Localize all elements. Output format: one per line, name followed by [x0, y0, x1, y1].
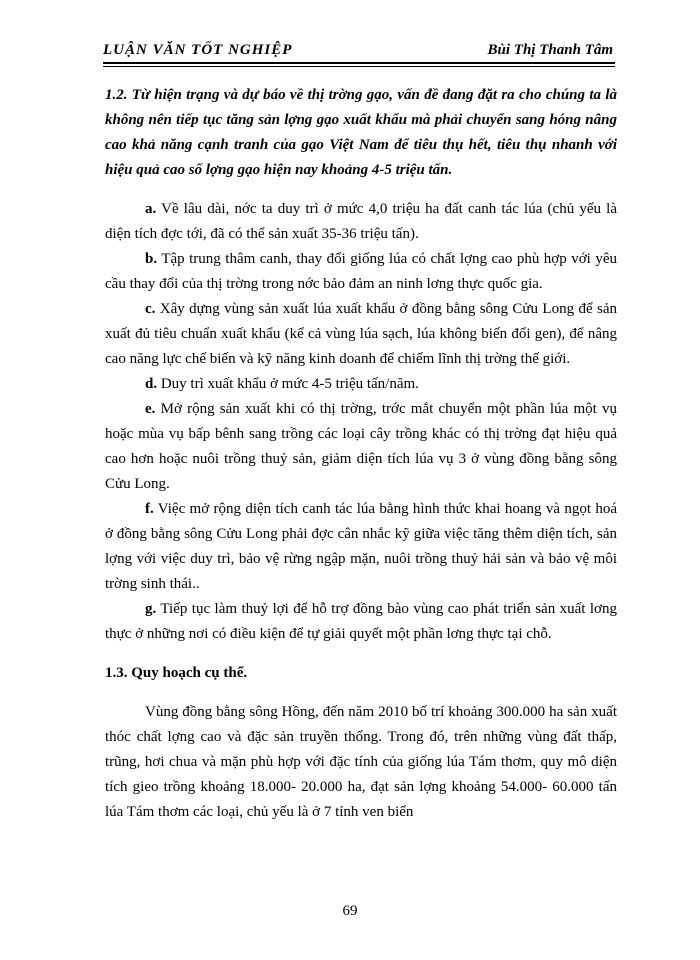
list-marker: d. [145, 376, 158, 392]
body-paragraph: Vùng đồng bằng sông Hồng, đến năm 2010 bố trí khoảng 300.000 ha sản xuất thóc chất lợng cao và đặc sản truyền thống. Trong đó, trên những vùng đất thấp, trũng, hơi chua và mặn phù hợp với đặc tính của giống lúa Tám thơm, quy mô diện tích gieo trồng khoảng 18.000- 20.000 ha, đạt sản lợng khoảng 54.000- 60.000 tấn lúa Tám thơm các loại, chủ yếu là ở 7 tỉnh ven biển [105, 704, 617, 820]
list-item-text: Xây dựng vùng sản xuất lúa xuất khẩu ở đồng bằng sông Cửu Long để sản xuất đủ tiêu chuẩn xuất khẩu (kể cả vùng lúa sạch, lúa không biến đổi gen), để nâng cao năng lực chế biến và kỹ năng kinh doanh để chiếm lĩnh thị trờng thế giới. [105, 301, 617, 367]
list-item-text: Về lâu dài, nớc ta duy trì ở mức 4,0 triệu ha đất canh tác lúa (chủ yếu là diện tích đợc tới, đã có thể sản xuất 35-36 triệu tấn). [105, 201, 617, 242]
header-author: Bùi Thị Thanh Tâm [487, 42, 613, 58]
list-item-e [105, 397, 617, 497]
list-marker: c. [145, 301, 156, 317]
list-item-text: Tập trung thâm canh, thay đổi giống lúa có chất lợng cao phù hợp với yêu cầu thay đổi của thị trờng trong nớc bảo đảm an ninh lơng thực quốc gia. [105, 251, 617, 292]
list-item-b [105, 247, 617, 297]
list-item-text: Duy trì xuất khẩu ở mức 4-5 triệu tấn/năm. [157, 376, 419, 392]
list-item-c [105, 297, 617, 372]
list-item-f [105, 497, 617, 597]
header-divider [103, 62, 615, 64]
header-divider-thin [103, 66, 615, 67]
list-item-a [105, 197, 617, 247]
section-heading: 1.2. Từ hiện trạng và dự báo về thị trờng gạo, vấn đề đang đặt ra cho chúng ta là không nên tiếp tục tăng sản lợng gạo xuất khẩu mà phải chuyển sang hóng nâng cao khả năng cạnh tranh của gạo Việt Nam để tiêu thụ hết, tiêu thụ nhanh với hiệu quả cao số lợng gạo hiện nay khoảng 4-5 triệu tấn. [105, 87, 617, 178]
header-title: LUẬN VĂN TỐT NGHIỆP [103, 42, 293, 58]
page-body [105, 83, 617, 825]
list-marker: a. [145, 201, 157, 217]
list-marker: g. [145, 601, 157, 617]
page-number: 69 [342, 903, 358, 919]
list-marker: b. [145, 251, 158, 267]
list-marker: f. [145, 501, 154, 517]
section-title: 1.3. Quy hoạch cụ thể. [105, 665, 248, 681]
list-item-text: Việc mở rộng diện tích canh tác lúa bằng hình thức khai hoang và ngọt hoá ở đồng bằng sông Cửu Long phải đợc cân nhắc kỹ giữa việc tăng thêm diện tích, sản lợng với việc duy trì, bảo vệ rừng ngập mặn, nuôi trồng thuỷ hải sản và bảo vệ môi trờng sinh thái.. [105, 501, 617, 592]
list-item-text: Tiếp tục làm thuỷ lợi để hỗ trợ đồng bào vùng cao phát triển sản xuất lơng thực ở những nơi có điều kiện để tự giải quyết một phần lơng thực tại chỗ. [105, 601, 617, 642]
page-header [103, 38, 613, 62]
list-item-d [105, 372, 617, 397]
list-item-text: Mở rộng sản xuất khi có thị trờng, trớc mắt chuyển một phần lúa một vụ hoặc mùa vụ bấp bênh sang trồng các loại cây trồng khác có thị trờng đạt hiệu quả cao hơn hoặc nuôi trồng thuỷ sản, giảm diện tích lúa vụ 3 ở vùng đồng bằng sông Cửu Long. [105, 401, 617, 492]
list-item-g [105, 597, 617, 647]
list-marker: e. [145, 401, 156, 417]
